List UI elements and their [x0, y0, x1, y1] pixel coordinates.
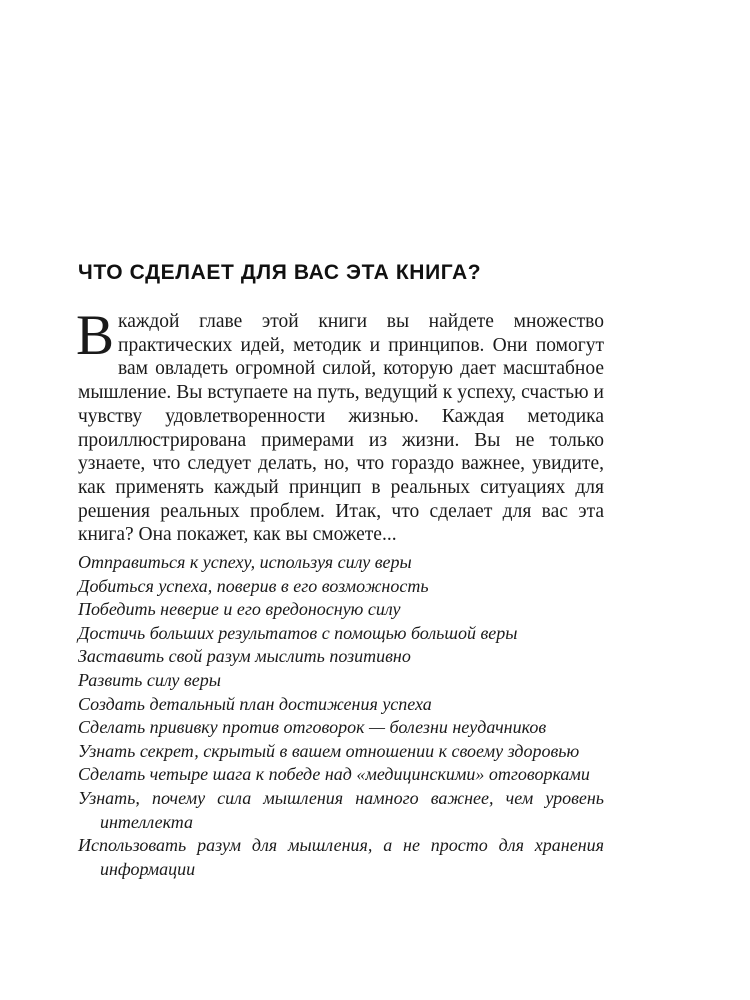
- section-heading: ЧТО СДЕЛАЕТ ДЛЯ ВАС ЭТА КНИГА?: [78, 261, 482, 284]
- list-item: Создать детальный план достижения успеха: [78, 693, 432, 714]
- list-item: Сделать прививку против отговорок — болезни неудачников: [78, 717, 547, 738]
- benefits-list: [78, 551, 604, 881]
- list-item: Использовать разум для мышления, а не просто для хранения информации: [78, 835, 604, 879]
- list-item: Узнать, почему сила мышления намного важнее, чем уровень интеллекта: [78, 787, 604, 832]
- book-page: [78, 0, 604, 1000]
- intro-paragraph: [76, 304, 604, 547]
- list-item: Добиться успеха, поверив в его возможность: [78, 575, 429, 596]
- list-item: Развить силу веры: [78, 669, 221, 690]
- list-item: Достичь больших результатов с помощью большой веры: [78, 622, 518, 643]
- drop-cap: В: [76, 304, 115, 367]
- intro-paragraph-text: каждой главе этой книги вы найдете множество практических идей, методик и принципов. Они помогут вам овладеть огромной силой, которую дает масштабное мышление. Вы вступаете на путь, ведущий к успеху, счастью и чувству удовлетворенности жизнью. Каждая методика проиллюстрирована примерами из жизни. Вы не только узнаете, что следует делать, но, что гораздо важнее, увидите, как применять каждый принцип в реальных ситуациях для решения реальных проблем. Итак, что сделает для вас эта книга? Она покажет, как вы сможете...: [78, 311, 604, 546]
- list-item: Узнать секрет, скрытый в вашем отношении к своему здоровью: [78, 740, 580, 761]
- list-item: Сделать четыре шага к победе над «медицинскими» отговорками: [78, 764, 590, 785]
- list-item: Победить неверие и его вредоносную силу: [78, 599, 401, 620]
- list-item: Отправиться к успеху, используя силу веры: [78, 552, 412, 572]
- list-item: Заставить свой разум мыслить позитивно: [78, 646, 411, 667]
